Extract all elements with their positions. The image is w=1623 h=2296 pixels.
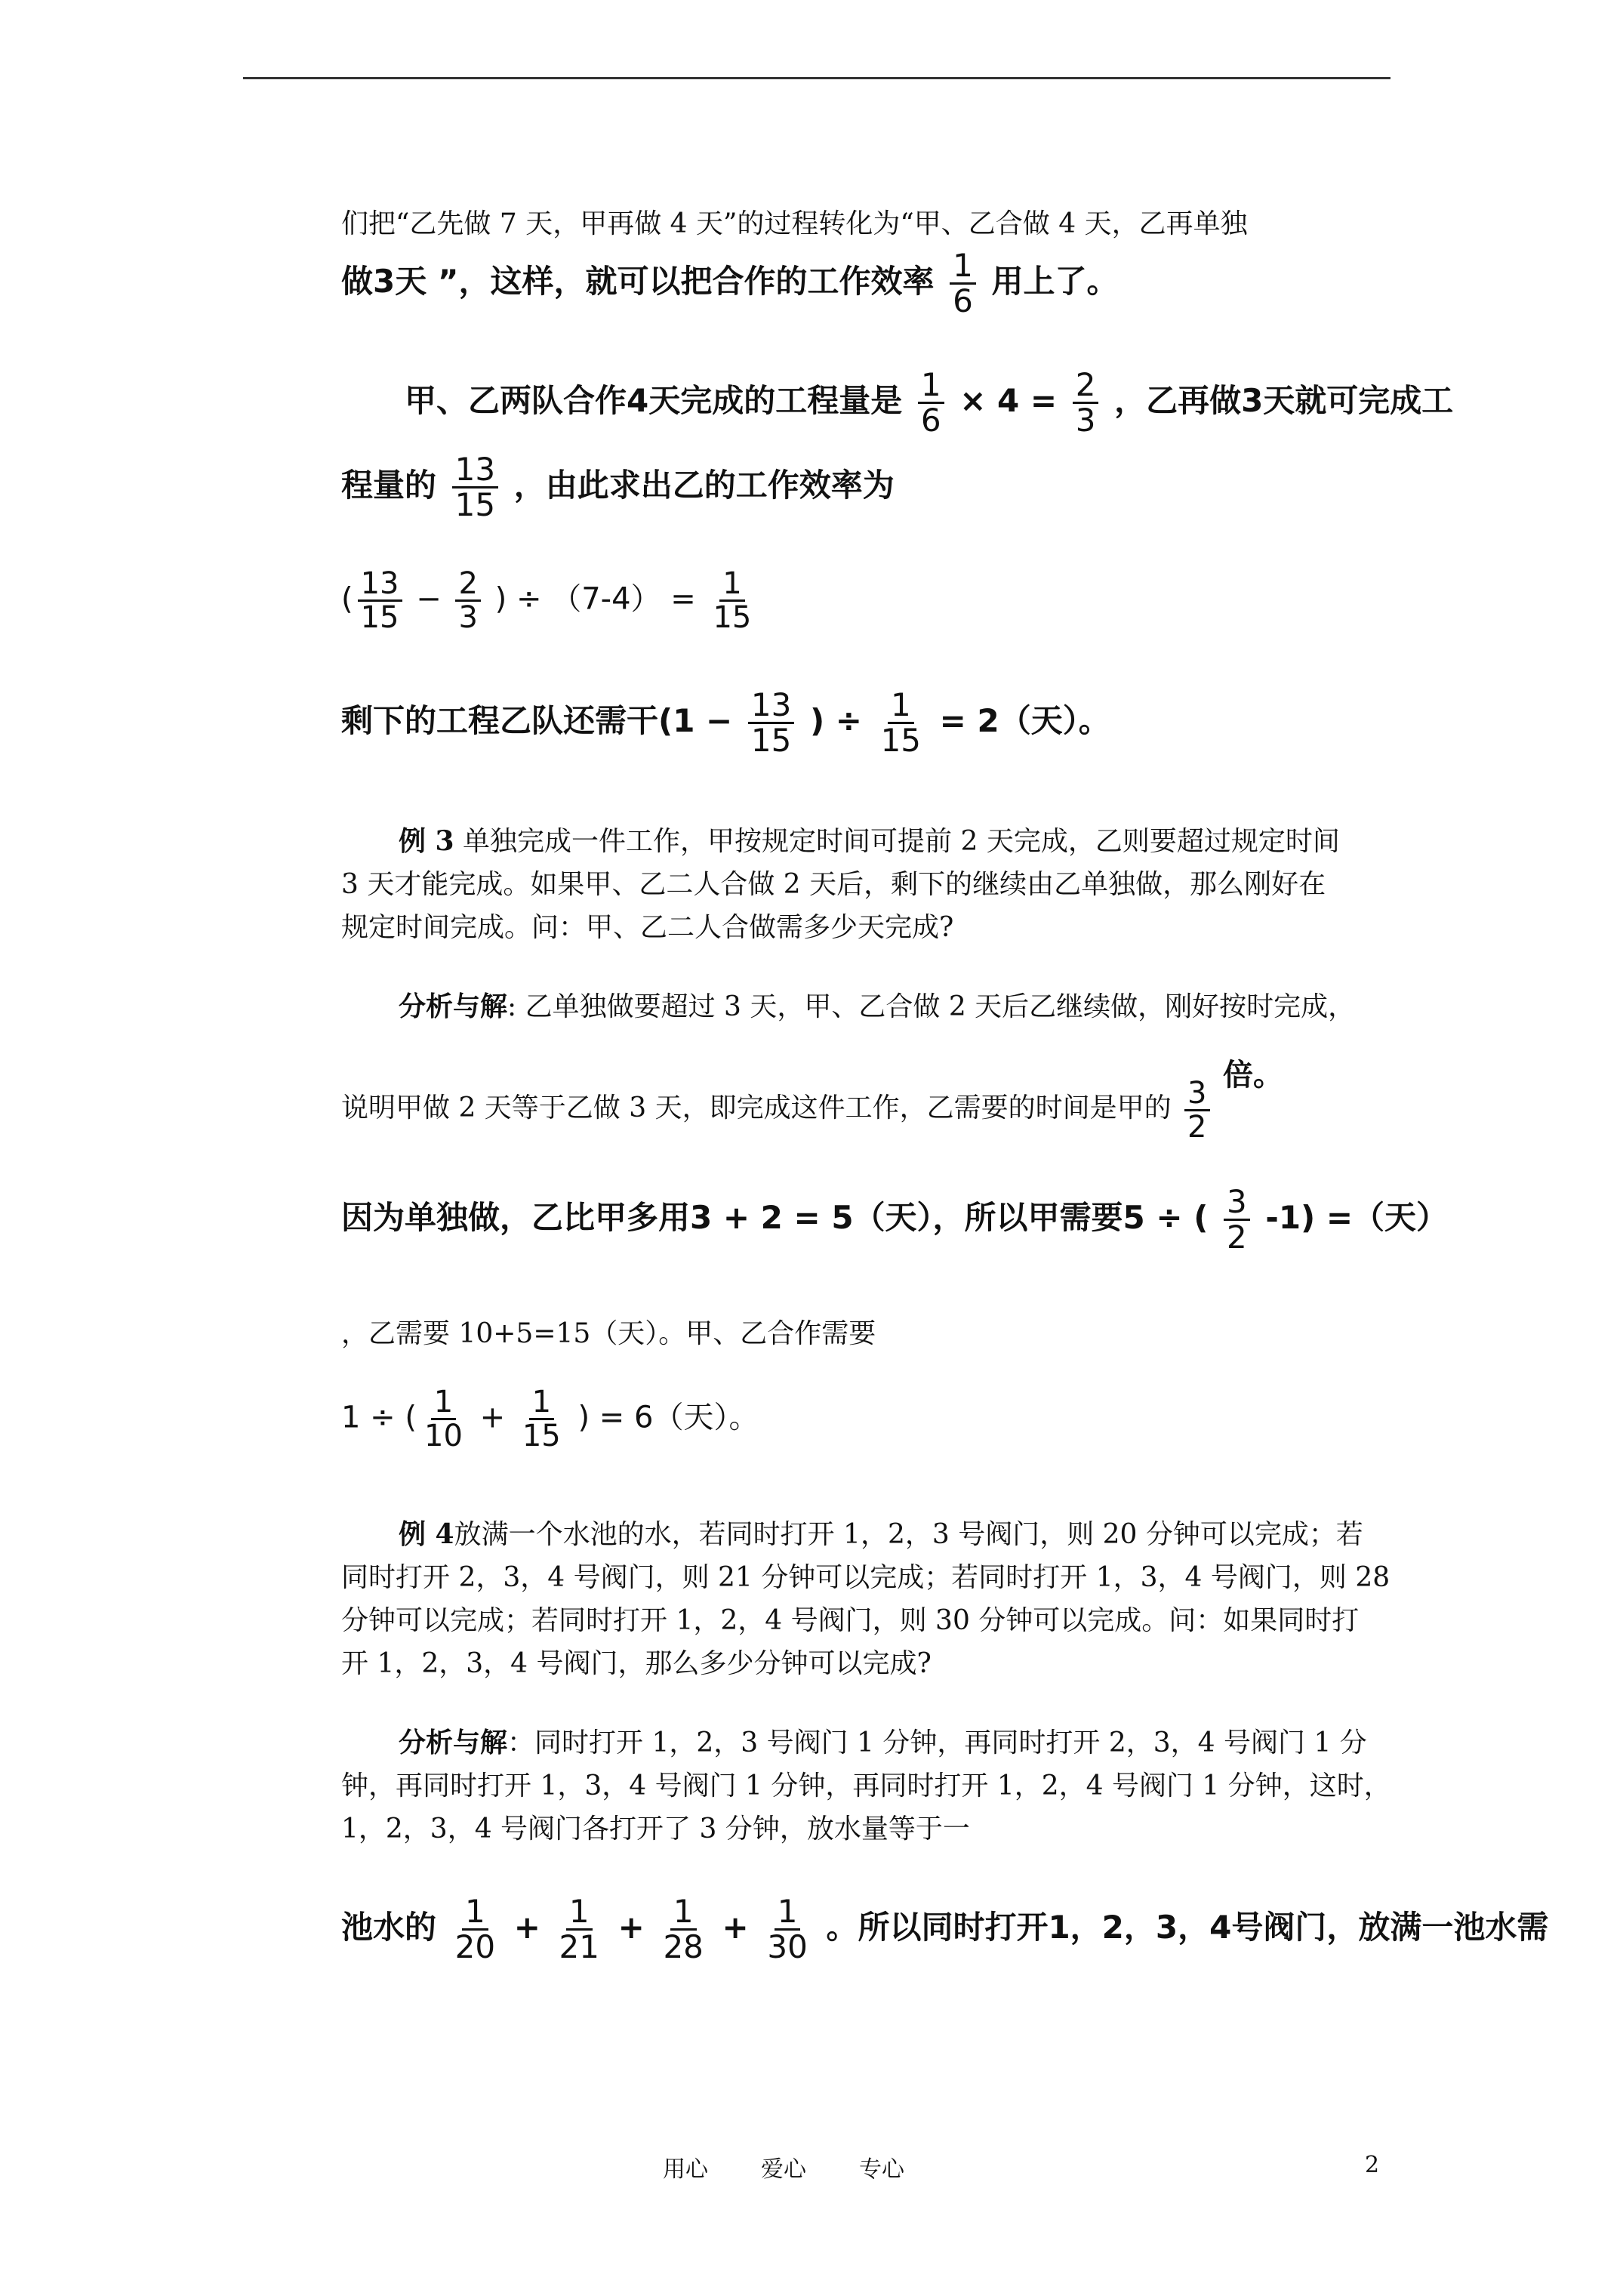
text-line: 同时打开 2，3，4 号阀门，则 21 分钟可以完成；若同时打开 1，3，4 号阀门，则 28: [341, 1562, 1390, 1593]
text-line: 池水的 $\frac{1}{20}$ + $\frac{1}{21}$ + $\frac{1}{28}$ + $\frac{1}{30}$ 。所以同时打开1，2，3，4号阀门，放满一池水需: [341, 1893, 1549, 1966]
text-line: 3 天才能完成。如果甲、乙二人合做 2 天后，剩下的继续由乙单独做，那么刚好在: [341, 869, 1326, 900]
fraction: $\frac{1}{15}$: [880, 686, 922, 760]
analysis-3-line: 分析与解: 乙单独做要超过 3 天，甲、乙合做 2 天后乙继续做，刚好按时完成，: [399, 991, 1356, 1022]
text-line: 开 1，2，3，4 号阀门，那么多少分钟可以完成?: [341, 1648, 932, 1679]
header-rule: [243, 77, 1390, 79]
text-line: 规定时间完成。问：甲、乙二人合做需多少天完成?: [341, 912, 954, 943]
fraction: $\frac{2}{3}$: [455, 568, 480, 633]
text-line: 1，2，3，4 号阀门各打开了 3 分钟，放水量等于一: [341, 1814, 970, 1845]
footer-motto-2: 爱心: [761, 2156, 806, 2183]
fraction: $\frac{1}{21}$: [559, 1893, 599, 1966]
fraction: $\frac{13}{15}$: [358, 568, 402, 633]
text-line: 甲、乙两队合作4天完成的工程量是 $\frac{1}{6}$ × 4 = $\frac{2}{3}$ ，乙再做3天就可完成工: [405, 366, 1454, 439]
text-line: 做3天 ”，这样，就可以把合作的工作效率 $\frac{1}{6}$ 用上了。: [341, 247, 1119, 320]
fraction: $\frac{3}{2}$: [1184, 1077, 1209, 1143]
example-label: 例 4: [399, 1518, 454, 1550]
text-line: 说明甲做 2 天等于乙做 3 天，即完成这件工作，乙需要的时间是甲的 $\frac{3}{2}$ 倍。: [341, 1058, 1283, 1145]
fraction: $\frac{2}{3}$: [1073, 368, 1099, 437]
fraction: $\frac{1}{15}$: [713, 566, 752, 635]
text-line: 剩下的工程乙队还需干(1 − $\frac{13}{15}$ ) ÷ $\frac{1}{15}$ = 2（天）。: [341, 686, 1110, 760]
text-line: 分钟可以完成；若同时打开 1，2，4 号阀门，则 30 分钟可以完成。问：如果同时打: [341, 1605, 1360, 1636]
footer-motto-3: 专心: [859, 2156, 904, 2183]
fraction: $\frac{3}{2}$: [1224, 1185, 1250, 1254]
footer-motto-1: 用心: [663, 2156, 708, 2183]
fraction: $\frac{1}{20}$: [454, 1893, 496, 1966]
example-4-line: 例 4放满一个水池的水，若同时打开 1，2，3 号阀门，则 20 分钟可以完成；若: [399, 1518, 1363, 1550]
text-line: 程量的 $\frac{13}{15}$ ，由此求出乙的工作效率为: [341, 451, 895, 524]
fraction: $\frac{1}{6}$: [918, 368, 944, 437]
fraction: $\frac{1}{15}$: [522, 1385, 561, 1453]
analysis-label: 分析与解: [399, 1727, 508, 1758]
fraction: $\frac{13}{15}$: [748, 689, 794, 757]
example-label: 例 3: [399, 825, 454, 857]
text-line: 们把“乙先做 7 天，甲再做 4 天”的过程转化为“甲、乙合做 4 天，乙再单独: [341, 208, 1248, 239]
text-line: 钟，再同时打开 1，3，4 号阀门 1 分钟，再同时打开 1，2，4 号阀门 1 分钟，这时，: [341, 1771, 1391, 1801]
fraction: $\frac{1}{30}$: [767, 1893, 808, 1966]
fraction: $\frac{1}{28}$: [663, 1893, 704, 1966]
formula-line: 1 ÷ ( $\frac{1}{10}$ + $\frac{1}{15}$ ) = 6（天）。: [341, 1385, 759, 1453]
analysis-label: 分析与解: [399, 991, 508, 1022]
fraction: $\frac{1}{10}$: [424, 1385, 463, 1453]
page-number: 2: [1365, 2152, 1380, 2178]
fraction: $\frac{1}{6}$: [950, 249, 976, 318]
example-3-line: 例 3 单独完成一件工作，甲按规定时间可提前 2 天完成，乙则要超过规定时间: [399, 825, 1340, 857]
text-line: 因为单独做，乙比甲多用3 + 2 = 5（天），所以甲需要5 ÷ ( $\frac{3}{2}$ -1) =（天）: [341, 1183, 1449, 1256]
formula-line: ( $\frac{13}{15}$ − $\frac{2}{3}$ ) ÷ （7-4） = $\frac{1}{15}$: [341, 568, 759, 633]
analysis-4-line: 分析与解：同时打开 1，2，3 号阀门 1 分钟，再同时打开 2，3，4 号阀门 1 分: [399, 1727, 1367, 1758]
fraction: $\frac{13}{15}$: [452, 453, 498, 522]
text-line: ，乙需要 10+5=15（天）。甲、乙合作需要: [341, 1318, 876, 1349]
